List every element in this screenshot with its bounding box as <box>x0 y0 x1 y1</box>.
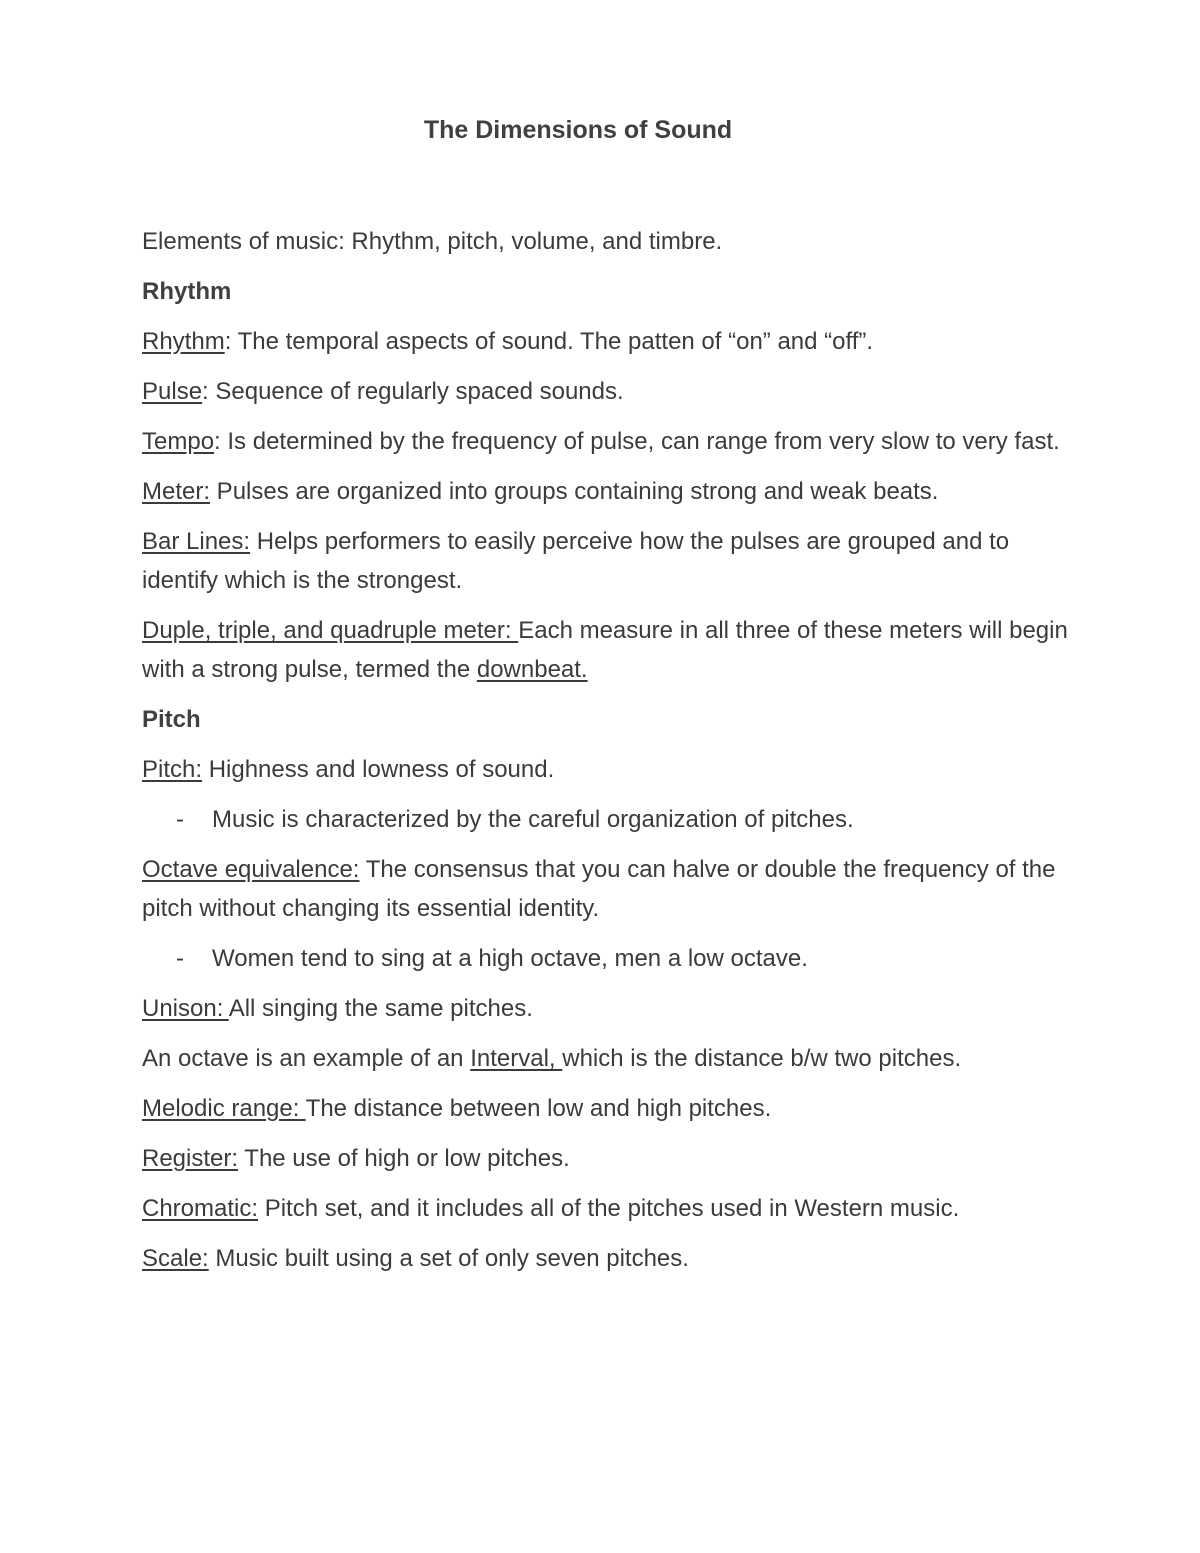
definition-octave-equivalence <box>142 850 1072 928</box>
term-octave-equivalence: Octave equivalence: <box>142 856 360 883</box>
definition-interval <box>142 1039 1072 1078</box>
definition-text: : Is determined by the frequency of pulse, can range from very slow to very fast. <box>214 428 1060 455</box>
term-pulse: Pulse <box>142 378 203 405</box>
definition-text: : Sequence of regularly spaced sounds. <box>202 378 624 405</box>
definition-pitch <box>142 750 1072 789</box>
definition-unison <box>142 989 1072 1028</box>
definition-scale <box>142 1239 1072 1278</box>
bullet-item-pitch-organization <box>142 800 1072 839</box>
definition-text: The distance between low and high pitches. <box>305 1095 772 1122</box>
bullet-dash: - <box>176 806 184 833</box>
definition-text: : The temporal aspects of sound. The patten of “on” and “off”. <box>224 328 874 355</box>
document-body <box>142 222 1072 1289</box>
intro-paragraph: Elements of music: Rhythm, pitch, volume, and timbre. <box>142 228 723 255</box>
bullet-dash: - <box>176 945 184 972</box>
term-unison: Unison: <box>142 995 229 1022</box>
bullet-item-octave-singing <box>142 939 1072 978</box>
definition-register <box>142 1139 1072 1178</box>
term-tempo: Tempo <box>142 428 215 455</box>
definition-melodic-range <box>142 1089 1072 1128</box>
term-interval: Interval, <box>470 1045 563 1072</box>
definition-duple-triple-quadruple <box>142 611 1072 689</box>
term-chromatic: Chromatic: <box>142 1195 259 1222</box>
definition-text: Music built using a set of only seven pitches. <box>208 1245 689 1272</box>
definition-text: All singing the same pitches. <box>228 995 533 1022</box>
term-pitch: Pitch: <box>142 756 203 783</box>
term-duple-triple-quadruple: Duple, triple, and quadruple meter: <box>142 617 519 644</box>
definition-text: Pulses are organized into groups containing strong and weak beats. <box>210 478 939 505</box>
term-rhythm: Rhythm <box>142 328 225 355</box>
term-register: Register: <box>142 1145 239 1172</box>
section-heading-pitch: Pitch <box>142 706 201 733</box>
definition-rhythm <box>142 322 1072 361</box>
term-meter: Meter: <box>142 478 211 505</box>
term-melodic-range: Melodic range: <box>142 1095 306 1122</box>
definition-text-after: which is the distance b/w two pitches. <box>562 1045 962 1072</box>
definition-text: Highness and lowness of sound. <box>202 756 555 783</box>
definition-meter <box>142 472 1072 511</box>
definition-text: The use of high or low pitches. <box>238 1145 570 1172</box>
definition-pulse <box>142 372 1072 411</box>
bullet-text: Music is characterized by the careful organization of pitches. <box>212 806 854 833</box>
term-bar-lines: Bar Lines: <box>142 528 251 555</box>
definition-chromatic <box>142 1189 1072 1228</box>
term-scale: Scale: <box>142 1245 209 1272</box>
definition-bar-lines <box>142 522 1072 600</box>
page-title: The Dimensions of Sound <box>423 116 733 144</box>
definition-text: Each measure in all three of these meters will begin with a strong pulse, termed the <box>142 617 1068 683</box>
definition-text: The consensus that you can halve or double the frequency of the pitch without changing its essential identity. <box>142 856 1056 922</box>
definition-text: Pitch set, and it includes all of the pitches used in Western music. <box>258 1195 960 1222</box>
bullet-text: Women tend to sing at a high octave, men a low octave. <box>212 945 808 972</box>
definition-text-before: An octave is an example of an <box>142 1045 471 1072</box>
definition-text: Helps performers to easily perceive how the pulses are grouped and to identify which is the strongest. <box>142 528 1010 594</box>
section-heading-rhythm: Rhythm <box>142 278 232 305</box>
term-downbeat: downbeat. <box>476 656 588 683</box>
definition-tempo <box>142 422 1072 461</box>
